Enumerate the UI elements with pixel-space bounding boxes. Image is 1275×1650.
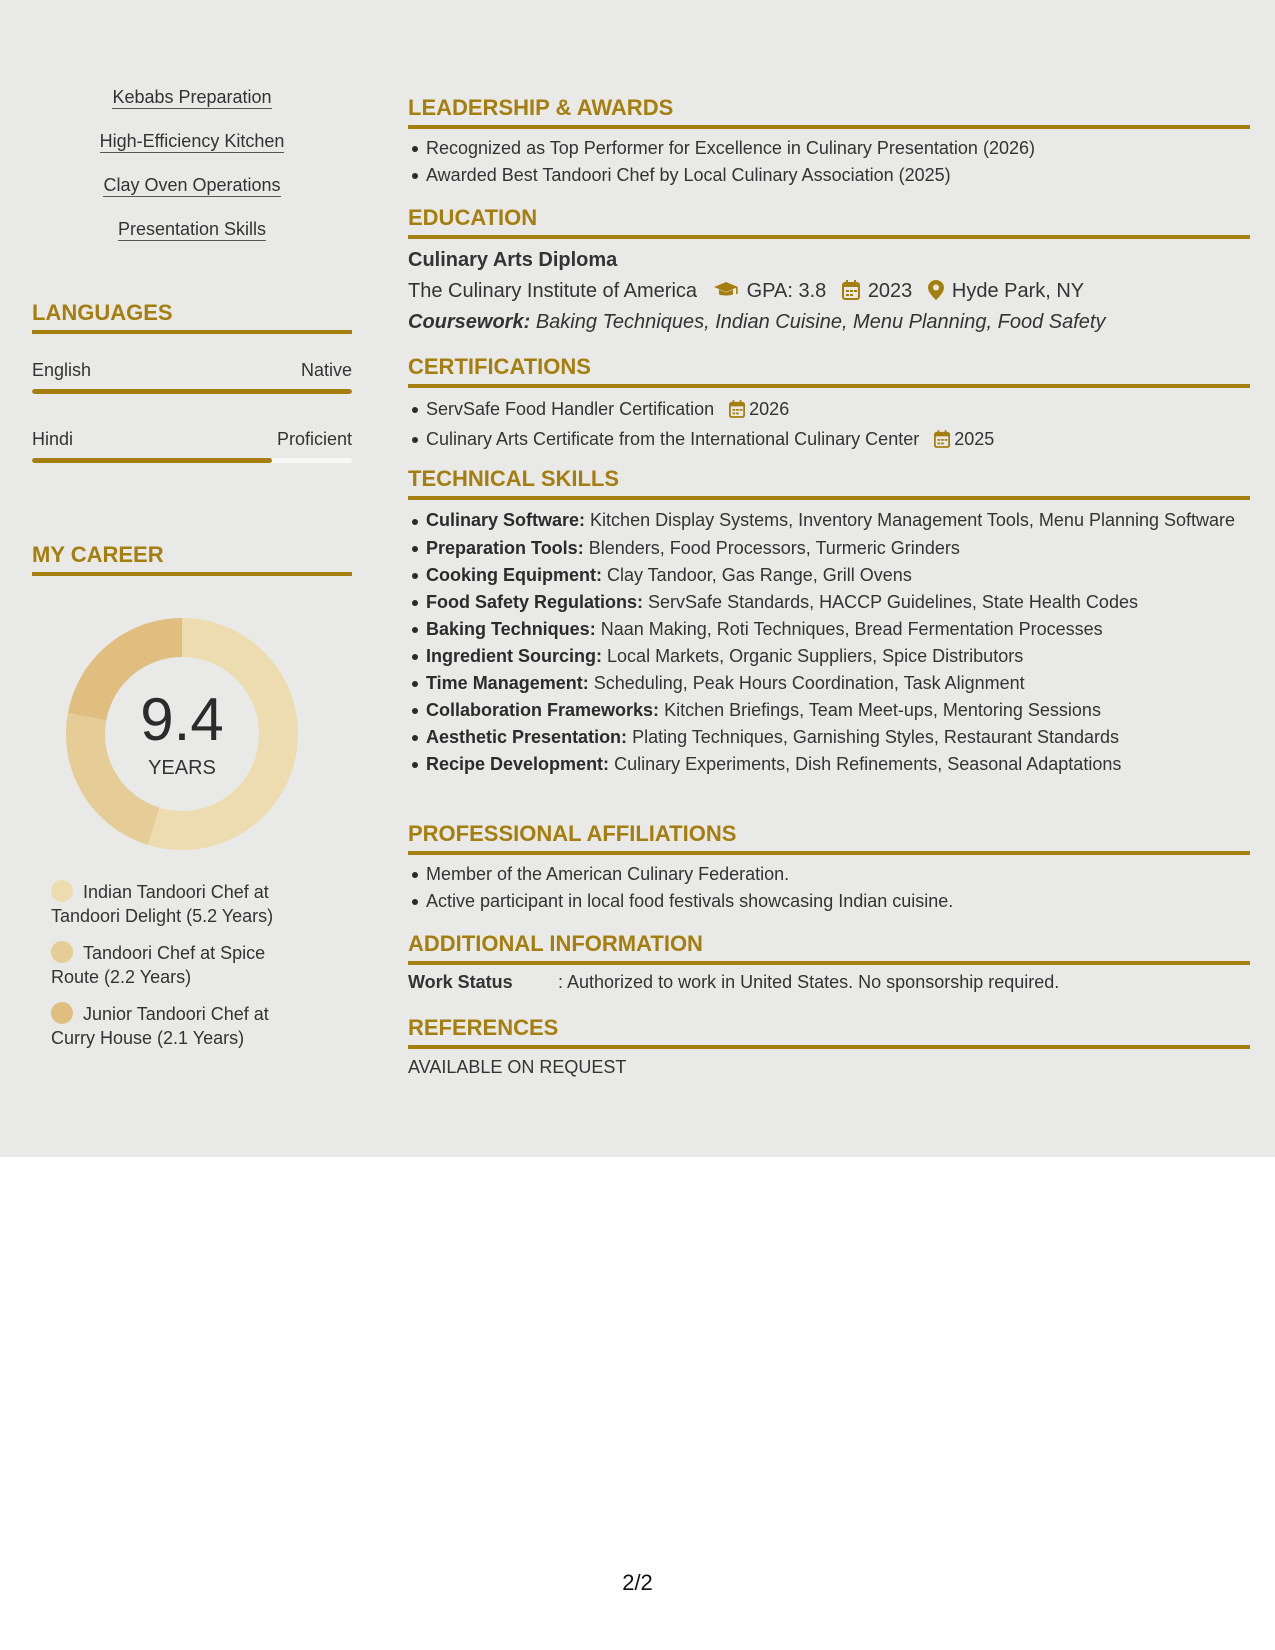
languages-heading: LANGUAGES (32, 300, 352, 334)
skill-value: Blenders, Food Processors, Turmeric Grinders (588, 538, 960, 558)
calendar-icon (729, 399, 745, 426)
legend-dot (51, 880, 73, 902)
location-pin-icon (928, 280, 944, 307)
calendar-icon (934, 429, 950, 456)
leadership-heading: LEADERSHIP & AWARDS (408, 95, 1250, 129)
coursework-label: Coursework: (408, 311, 531, 333)
skill-tag: Clay Oven Operations (103, 175, 281, 195)
list-item (426, 724, 1268, 751)
skill-value: ServSafe Standards, HACCP Guidelines, State Health Codes (648, 592, 1138, 612)
career-item-label: Tandoori Chef at Spice Route (2.2 Years) (51, 943, 266, 987)
language-name: English (32, 360, 92, 380)
technical-skills-list (408, 508, 1268, 778)
page-number: 2/2 (622, 1570, 653, 1595)
education-degree: Culinary Arts Diploma (408, 249, 618, 271)
list-item (426, 535, 1268, 562)
education-school: The Culinary Institute of America (408, 280, 698, 302)
skill-label: Time Management: (426, 673, 589, 693)
skill-tag: Presentation Skills (117, 219, 267, 239)
leadership-list (408, 135, 1268, 189)
skill-tag: Kebabs Preparation (112, 87, 272, 107)
list-item (426, 508, 1268, 532)
skill-label: Preparation Tools: (426, 538, 584, 558)
education-meta (408, 278, 1084, 307)
affiliations-heading: PROFESSIONAL AFFILIATIONS (408, 821, 1250, 855)
language-bar-fill (32, 458, 272, 463)
skill-label: Culinary Software: (426, 510, 586, 530)
technical-skills-heading: TECHNICAL SKILLS (408, 466, 1250, 500)
skill-value: Plating Techniques, Garnishing Styles, Restaurant Standards (632, 727, 1120, 747)
education-coursework (408, 309, 1105, 335)
skill-value: Naan Making, Roti Techniques, Bread Fermentation Processes (600, 619, 1103, 639)
skill-label: Collaboration Frameworks: (426, 700, 660, 720)
career-item-label: Indian Tandoori Chef at Tandoori Delight (5.2 Years) (51, 882, 274, 926)
skill-value: Local Markets, Organic Suppliers, Spice Distributors (607, 646, 1024, 666)
coursework-text: Baking Techniques, Indian Cuisine, Menu Planning, Food Safety (535, 311, 1106, 333)
references-text: AVAILABLE ON REQUEST (408, 1057, 627, 1077)
references-heading: REFERENCES (408, 1015, 1250, 1049)
list-item (426, 643, 1268, 670)
list-item (426, 697, 1268, 724)
career-item (51, 1002, 301, 1050)
education-heading: EDUCATION (408, 205, 1250, 239)
graduation-cap-icon (713, 280, 739, 307)
education-location: Hyde Park, NY (951, 280, 1085, 302)
skill-label: Food Safety Regulations: (426, 592, 644, 612)
certification-name: ServSafe Food Handler Certification (426, 399, 715, 419)
language-name: Hindi (32, 429, 74, 449)
list-item (426, 751, 1268, 778)
affiliations-list (408, 861, 1268, 915)
career-total-years: 9.4 (140, 686, 224, 753)
career-item (51, 880, 301, 928)
list-item (426, 670, 1268, 697)
language-level: Native (300, 360, 352, 380)
list-item: Member of the American Culinary Federation. (426, 861, 1268, 888)
career-item (51, 941, 301, 989)
career-donut (64, 616, 300, 852)
certifications-list (408, 396, 1268, 456)
skill-tags (32, 86, 352, 262)
legend-dot (51, 1002, 73, 1024)
work-status-label: Work Status (408, 972, 513, 992)
certification-year: 2025 (954, 429, 995, 449)
skill-tag: High-Efficiency Kitchen (99, 131, 285, 151)
list-item (426, 426, 1268, 456)
additional-info-heading: ADDITIONAL INFORMATION (408, 931, 1250, 965)
skill-value: Clay Tandoor, Gas Range, Grill Ovens (607, 565, 912, 585)
certification-year: 2026 (749, 399, 790, 419)
education-year: 2023 (867, 280, 913, 302)
skill-label: Cooking Equipment: (426, 565, 602, 585)
skill-value: Kitchen Display Systems, Inventory Management Tools, Menu Planning Software (590, 510, 1236, 530)
work-status (408, 970, 1059, 994)
skill-label: Baking Techniques: (426, 619, 596, 639)
career-item-label: Junior Tandoori Chef at Curry House (2.1 Years) (51, 1004, 269, 1048)
list-item: Recognized as Top Performer for Excellence in Culinary Presentation (2026) (426, 135, 1268, 162)
work-status-value: : Authorized to work in United States. No sponsorship required. (558, 972, 1060, 992)
skill-label: Recipe Development: (426, 754, 610, 774)
list-item (426, 616, 1268, 643)
language-bar-fill (32, 389, 352, 394)
career-legend (51, 880, 301, 1063)
career-total-unit: YEARS (148, 757, 216, 779)
certifications-heading: CERTIFICATIONS (408, 354, 1250, 388)
list-item (426, 396, 1268, 426)
skill-value: Culinary Experiments, Dish Refinements, Seasonal Adaptations (614, 754, 1122, 774)
skill-label: Aesthetic Presentation: (426, 727, 628, 747)
list-item: Active participant in local food festivals showcasing Indian cuisine. (426, 888, 1268, 915)
calendar-icon (842, 280, 860, 307)
legend-dot (51, 941, 73, 963)
list-item (426, 589, 1268, 616)
language-bar-hindi (32, 458, 352, 463)
skill-value: Kitchen Briefings, Team Meet-ups, Mentoring Sessions (664, 700, 1101, 720)
language-level: Proficient (276, 429, 352, 449)
career-heading: MY CAREER (32, 542, 352, 576)
certification-name: Culinary Arts Certificate from the International Culinary Center (426, 429, 920, 449)
list-item (426, 562, 1268, 589)
skill-value: Scheduling, Peak Hours Coordination, Task Alignment (593, 673, 1025, 693)
skill-label: Ingredient Sourcing: (426, 646, 603, 666)
language-bar-english (32, 389, 352, 394)
education-gpa: GPA: 3.8 (746, 280, 827, 302)
list-item: Awarded Best Tandoori Chef by Local Culinary Association (2025) (426, 162, 1268, 189)
